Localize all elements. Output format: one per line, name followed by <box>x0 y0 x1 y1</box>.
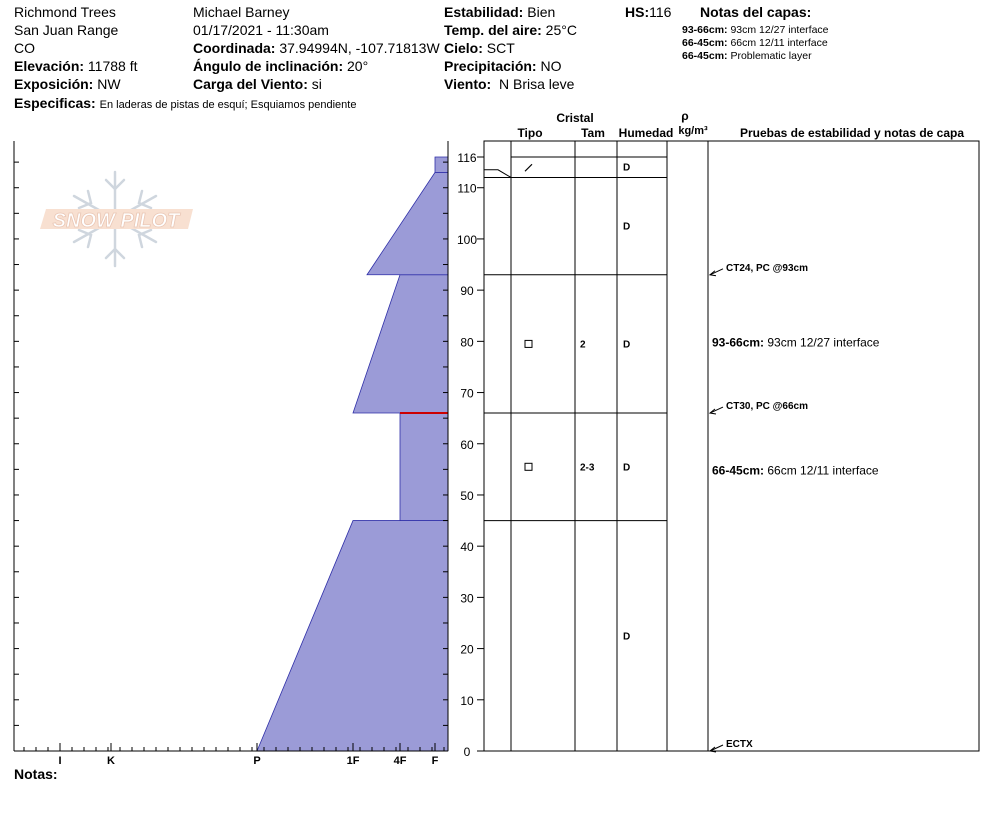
hardness-layer <box>435 157 448 172</box>
coord-label: Coordinada: <box>193 40 276 56</box>
crystal-type-facet-icon <box>525 463 532 470</box>
layer-note-range: 93-66cm: <box>682 24 728 36</box>
incline-value: 20° <box>347 58 369 74</box>
y-tick-label: 40 <box>460 540 474 555</box>
aspect-label: Exposición: <box>14 76 94 92</box>
tests-header: Pruebas de estabilidad y notas de capa <box>739 126 965 140</box>
x-tick-label: P <box>253 755 261 767</box>
sky-value: SCT <box>486 40 515 56</box>
wind-label: Viento: <box>444 76 492 92</box>
x-tick-label: I <box>58 755 62 767</box>
aspect-value: NW <box>97 76 121 92</box>
precip-label: Precipitación: <box>444 58 537 74</box>
stability-label: Estabilidad: <box>444 4 524 20</box>
specifics-value: En laderas de pistas de esquí; Esquiamos pendiente <box>99 99 357 111</box>
range-name: San Juan Range <box>14 22 119 38</box>
sky-label: Cielo: <box>444 40 483 56</box>
notes-label: Notas: <box>14 766 58 782</box>
air-temp-value: 25°C <box>545 22 577 38</box>
stability-test-label: ECTX <box>726 739 753 750</box>
layer-table <box>484 141 979 752</box>
hs-value: 116 <box>649 4 672 20</box>
y-tick-label: 100 <box>456 232 478 247</box>
hardness-layer <box>257 521 448 751</box>
crystal-header: Cristal <box>556 111 594 125</box>
test-pointer <box>710 269 723 275</box>
layer-note-range: 66-45cm: <box>682 37 728 49</box>
hardness-layer <box>353 275 448 413</box>
moisture-value: D <box>623 462 631 474</box>
datetime: 01/17/2021 - 11:30am <box>193 22 329 38</box>
stability-value: Bien <box>527 4 556 20</box>
layer-note-text: Problematic layer <box>730 50 812 62</box>
y-tick-label: 80 <box>460 335 474 350</box>
type-header: Tipo <box>517 126 543 140</box>
layer-notes-title: Notas del capas: <box>700 4 812 20</box>
layer-comment: 93-66cm: 93cm 12/27 interface <box>712 335 880 350</box>
y-tick-label: 0 <box>463 745 471 759</box>
layer-comment: 66-45cm: 66cm 12/11 interface <box>712 463 879 478</box>
crystal-size: 2 <box>580 339 586 351</box>
hardness-layer <box>367 172 448 274</box>
observer-name: Michael Barney <box>193 4 290 20</box>
air-temp-label: Temp. del aire: <box>444 22 542 38</box>
y-tick-label: 110 <box>457 181 477 196</box>
test-pointer <box>710 407 723 413</box>
x-tick-label: 4F <box>393 755 407 767</box>
wind-load-label: Carga del Viento: <box>193 76 308 92</box>
layer-note-text: 93cm 12/27 interface <box>730 24 829 36</box>
wind-value: N Brisa leve <box>498 76 575 92</box>
moisture-header: Humedad <box>618 126 674 140</box>
size-header: Tam <box>581 126 605 140</box>
layer-note-range: 66-45cm: <box>682 50 728 62</box>
state-name: CO <box>14 40 35 56</box>
moisture-value: D <box>623 631 631 643</box>
hardness-layer <box>400 413 448 521</box>
y-tick-label: 116 <box>457 151 477 165</box>
rho-header: ρ <box>681 109 689 123</box>
y-tick-label: 10 <box>460 693 474 708</box>
y-tick-label: 60 <box>460 437 474 452</box>
x-tick-label: 1F <box>346 755 360 767</box>
stability-test-label: CT24, PC @93cm <box>726 262 809 274</box>
crystal-type-facet-icon <box>525 340 532 347</box>
moisture-value: D <box>623 162 631 174</box>
logo-text: SNOW PILOT <box>52 210 180 232</box>
density-unit-header: kg/m³ <box>678 125 708 137</box>
elevation-label: Elevación: <box>14 58 85 74</box>
y-tick-label: 30 <box>460 591 474 606</box>
specifics-label: Especificas: <box>14 95 96 111</box>
x-tick-label: F <box>431 755 439 767</box>
wind-load-value: si <box>311 76 322 92</box>
snowpilot-logo <box>40 172 193 266</box>
moisture-value: D <box>623 221 631 233</box>
hardness-plot <box>257 157 448 751</box>
moisture-value: D <box>623 339 631 351</box>
table-frame <box>484 141 979 751</box>
coord-value: 37.94994N, -107.71813W <box>279 40 440 56</box>
layer-leader <box>484 170 511 178</box>
stability-test-label: CT30, PC @66cm <box>726 401 809 413</box>
crystal-size: 2-3 <box>580 462 595 474</box>
test-pointer <box>710 745 723 751</box>
y-tick-label: 20 <box>460 642 474 657</box>
y-tick-label: 70 <box>460 386 474 401</box>
incline-label: Ángulo de inclinación: <box>193 58 344 74</box>
location-name: Richmond Trees <box>14 4 116 20</box>
y-tick-label: 90 <box>460 284 474 299</box>
y-tick-label: 50 <box>460 488 474 503</box>
precip-value: NO <box>540 58 562 74</box>
x-tick-label: K <box>107 755 115 767</box>
crystal-type-decomposed-icon <box>525 164 532 171</box>
hs-label: HS: <box>625 4 650 20</box>
elevation-value: 11788 ft <box>87 58 138 74</box>
layer-note-text: 66cm 12/11 interface <box>730 37 828 49</box>
